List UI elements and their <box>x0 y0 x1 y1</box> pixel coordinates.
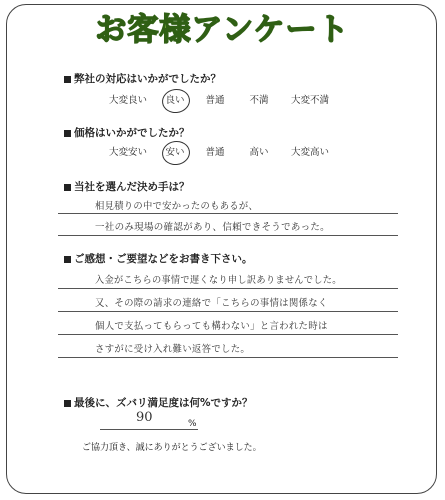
handwritten-answer-line: 個人で支払ってもらっても構わない」と言われた時は <box>95 321 328 332</box>
q1-option[interactable]: 不満 <box>249 95 269 106</box>
thank-you-note: ご協力頂き、誠にありがとうございました。 <box>82 443 262 453</box>
question-3-label: 当社を選んだ決め手は？ <box>74 181 190 193</box>
answer-rule <box>58 334 398 335</box>
q1-option[interactable]: 大変良い <box>108 95 148 106</box>
question-4 <box>64 252 253 266</box>
question-4-label: ご感想・ご要望などをお書き下さい。 <box>74 253 253 265</box>
answer-rule <box>58 357 398 358</box>
percent-unit: % <box>188 419 197 429</box>
handwritten-answer-line: 一社のみ現場の確認があり、信頼できそうであった。 <box>95 222 330 233</box>
question-1-label: 弊社の対応はいかがでしたか？ <box>74 73 221 85</box>
q2-option[interactable]: 普通 <box>205 147 225 158</box>
square-bullet-icon <box>64 184 71 191</box>
satisfaction-value: 90 <box>136 410 153 425</box>
question-5 <box>64 396 253 410</box>
q2-option[interactable]: 大変安い <box>108 147 148 158</box>
q1-option[interactable]: 良い <box>165 95 185 106</box>
q2-option[interactable]: 大変高い <box>290 147 330 158</box>
square-bullet-icon <box>64 76 71 83</box>
question-2 <box>64 126 190 140</box>
answer-rule <box>58 235 398 236</box>
square-bullet-icon <box>64 130 71 137</box>
answer-rule <box>58 213 398 214</box>
q2-option[interactable]: 安い <box>165 147 185 158</box>
question-1 <box>64 72 221 86</box>
q1-option[interactable]: 普通 <box>205 95 225 106</box>
handwritten-answer-line: 又、その際の請求の連絡で「こちらの事情は関係なく <box>95 298 328 309</box>
question-5-label: 最後に、ズバリ満足度は何%ですか？ <box>74 397 253 409</box>
square-bullet-icon <box>64 400 71 407</box>
question-2-label: 価格はいかがでしたか？ <box>74 127 190 139</box>
satisfaction-underline <box>100 429 198 430</box>
handwritten-answer-line: 相見積りの中で安かったのもあるが、 <box>95 201 259 212</box>
survey-title: お客様アンケート <box>95 12 350 48</box>
handwritten-answer-line: さすがに受け入れ難い返答でした。 <box>95 344 251 355</box>
square-bullet-icon <box>64 256 71 263</box>
answer-rule <box>58 288 398 289</box>
question-3 <box>64 180 190 194</box>
q2-option[interactable]: 高い <box>249 147 269 158</box>
handwritten-answer-line: 入金がこちらの事情で遅くなり申し訳ありませんでした。 <box>95 275 342 286</box>
q1-option[interactable]: 大変不満 <box>290 95 330 106</box>
answer-rule <box>58 311 398 312</box>
